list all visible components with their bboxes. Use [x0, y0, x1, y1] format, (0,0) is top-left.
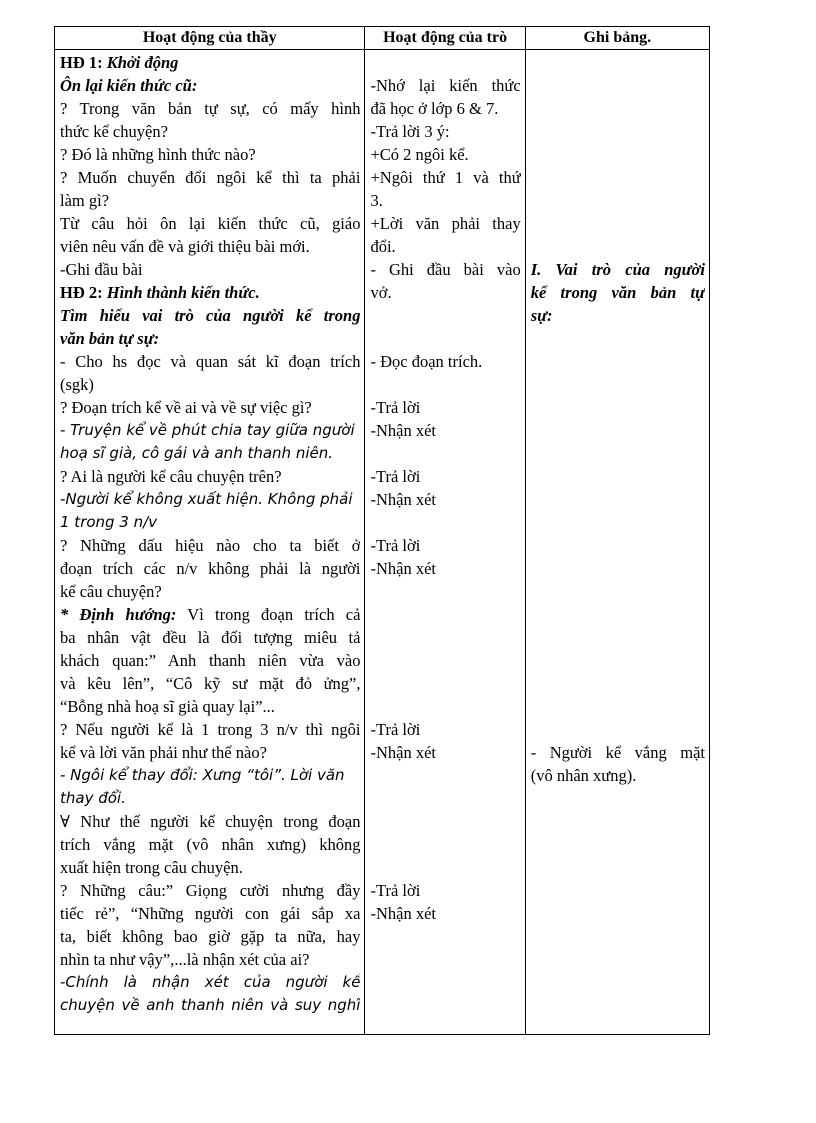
student-write: vở.	[370, 283, 392, 302]
student-comment: -Nhận xét	[370, 904, 436, 923]
board-heading: kể trong văn bản tự	[530, 283, 705, 302]
board-note: - Người kể vắng mặt	[530, 743, 705, 762]
question-4: ? Đoạn trích kể về ai và về sự việc gì?	[60, 398, 312, 417]
student-column	[365, 50, 525, 1035]
lesson-plan-page	[54, 26, 710, 1035]
question-8: tiếc rẻ”, “Những người con gái sắp xa	[60, 904, 361, 923]
hd1-heading: HĐ 1: Khởi động	[60, 53, 179, 72]
header-teacher: Hoạt động của thầy	[55, 27, 365, 50]
question-1: thức kể chuyện?	[60, 122, 168, 141]
read-instruction: (sgk)	[60, 375, 94, 394]
question-7: kể và lời văn phải như thế nào?	[60, 743, 267, 762]
conclusion: ∀ Như thế người kể chuyện trong đoạn	[60, 812, 361, 831]
student-read: - Đọc đoạn trích.	[370, 352, 483, 371]
student-answer: -Trả lời	[370, 398, 421, 417]
answer-5: -Người kể không xuất hiện. Không phải	[60, 490, 353, 508]
answer-4: - Truyện kể về phút chia tay giữa người	[60, 421, 355, 439]
orientation: và kêu lên”, “Cô kỹ sư mặt đỏ ửng”,	[60, 674, 361, 693]
section-title: Tìm hiểu vai trò của người kể trong	[60, 306, 361, 325]
answer-8: -Chính là nhận xét của người kể	[60, 973, 361, 991]
student-comment: -Nhận xét	[370, 490, 436, 509]
header-student: Hoạt động của trò	[365, 27, 525, 50]
student-comment: -Nhận xét	[370, 421, 436, 440]
question-8: ? Những câu:” Giọng cười nhưng đầy	[60, 881, 361, 900]
student-point-3: đổi.	[370, 237, 396, 256]
student-point-2: 3.	[370, 191, 383, 210]
review-title: Ôn lại kiến thức cũ:	[60, 76, 198, 95]
orientation: ba nhân vật đều là đối tượng miêu tả	[60, 628, 361, 647]
student-comment: -Nhận xét	[370, 559, 436, 578]
content-row	[55, 50, 710, 1035]
student-comment: -Nhận xét	[370, 743, 436, 762]
question-5: ? Ai là người kể câu chuyện trên?	[60, 467, 282, 486]
header-row	[55, 27, 710, 50]
orientation: “Bỗng nhà hoạ sĩ già quay lại”...	[60, 697, 275, 716]
student-point-1: +Có 2 ngôi kể.	[370, 145, 469, 164]
board-heading: I. Vai trò của người	[530, 260, 705, 279]
intro-text: Từ câu hỏi ôn lại kiến thức cũ, giáo	[60, 214, 361, 233]
student-answer: -Trả lời	[370, 720, 421, 739]
student-recall: đã học ở lớp 6 & 7.	[370, 99, 499, 118]
answer-5: 1 trong 3 n/v	[60, 513, 158, 531]
question-7: ? Nếu người kể là 1 trong 3 n/v thì ngôi	[60, 720, 361, 739]
student-point-3: +Lời văn phải thay	[370, 214, 521, 233]
student-answer-3: -Trả lời 3 ý:	[370, 122, 450, 141]
question-1: ? Trong văn bản tự sự, có mấy hình	[60, 99, 361, 118]
question-3: làm gì?	[60, 191, 110, 210]
question-6: kể câu chuyện?	[60, 582, 162, 601]
board-note: (vô nhân xưng).	[530, 766, 637, 785]
board-column	[525, 50, 709, 1035]
answer-4: hoạ sĩ già, cô gái và anh thanh niên.	[60, 444, 334, 462]
write-title: -Ghi đầu bài	[60, 260, 143, 279]
answer-7: thay đổi.	[60, 789, 126, 807]
read-instruction: - Cho hs đọc và quan sát kĩ đoạn trích	[60, 352, 361, 371]
question-6: đoạn trích các n/v không phải là người	[60, 559, 361, 578]
question-8: ta, biết không bao giờ gặp ta nữa, hay	[60, 927, 361, 946]
student-point-2: +Ngôi thứ 1 và thứ	[370, 168, 521, 187]
question-3: ? Muốn chuyển đổi ngôi kể thì ta phải	[60, 168, 361, 187]
arrow-symbol-icon: ∀	[60, 812, 70, 831]
question-2: ? Đó là những hình thức nào?	[60, 145, 256, 164]
student-recall: -Nhớ lại kiến thức	[370, 76, 521, 95]
conclusion: xuất hiện trong câu chuyện.	[60, 858, 243, 877]
teacher-column	[55, 50, 365, 1035]
lesson-table	[54, 26, 710, 1035]
orientation: khách quan:” Anh thanh niên vừa vào	[60, 651, 361, 670]
student-answer: -Trả lời	[370, 467, 421, 486]
answer-8: chuyện về anh thanh niên và suy nghĩ	[60, 996, 361, 1014]
student-answer: -Trả lời	[370, 881, 421, 900]
orientation: * Định hướng: Vì trong đoạn trích cả	[60, 605, 361, 624]
question-6: ? Những dấu hiệu nào cho ta biết ở	[60, 536, 361, 555]
intro-text: viên nêu vấn đề và giới thiệu bài mới.	[60, 237, 310, 256]
header-board: Ghi bảng.	[525, 27, 709, 50]
question-8: nhìn ta như vậy”,...là nhận xét của ai?	[60, 950, 310, 969]
section-title: văn bản tự sự:	[60, 329, 160, 348]
board-heading: sự:	[530, 306, 553, 325]
hd2-heading: HĐ 2: Hình thành kiến thức.	[60, 283, 260, 302]
answer-7: - Ngôi kể thay đổi: Xưng “tôi”. Lời văn	[60, 766, 345, 784]
conclusion: trích vắng mặt (vô nhân xưng) không	[60, 835, 361, 854]
student-write: - Ghi đầu bài vào	[370, 260, 521, 279]
student-answer: -Trả lời	[370, 536, 421, 555]
